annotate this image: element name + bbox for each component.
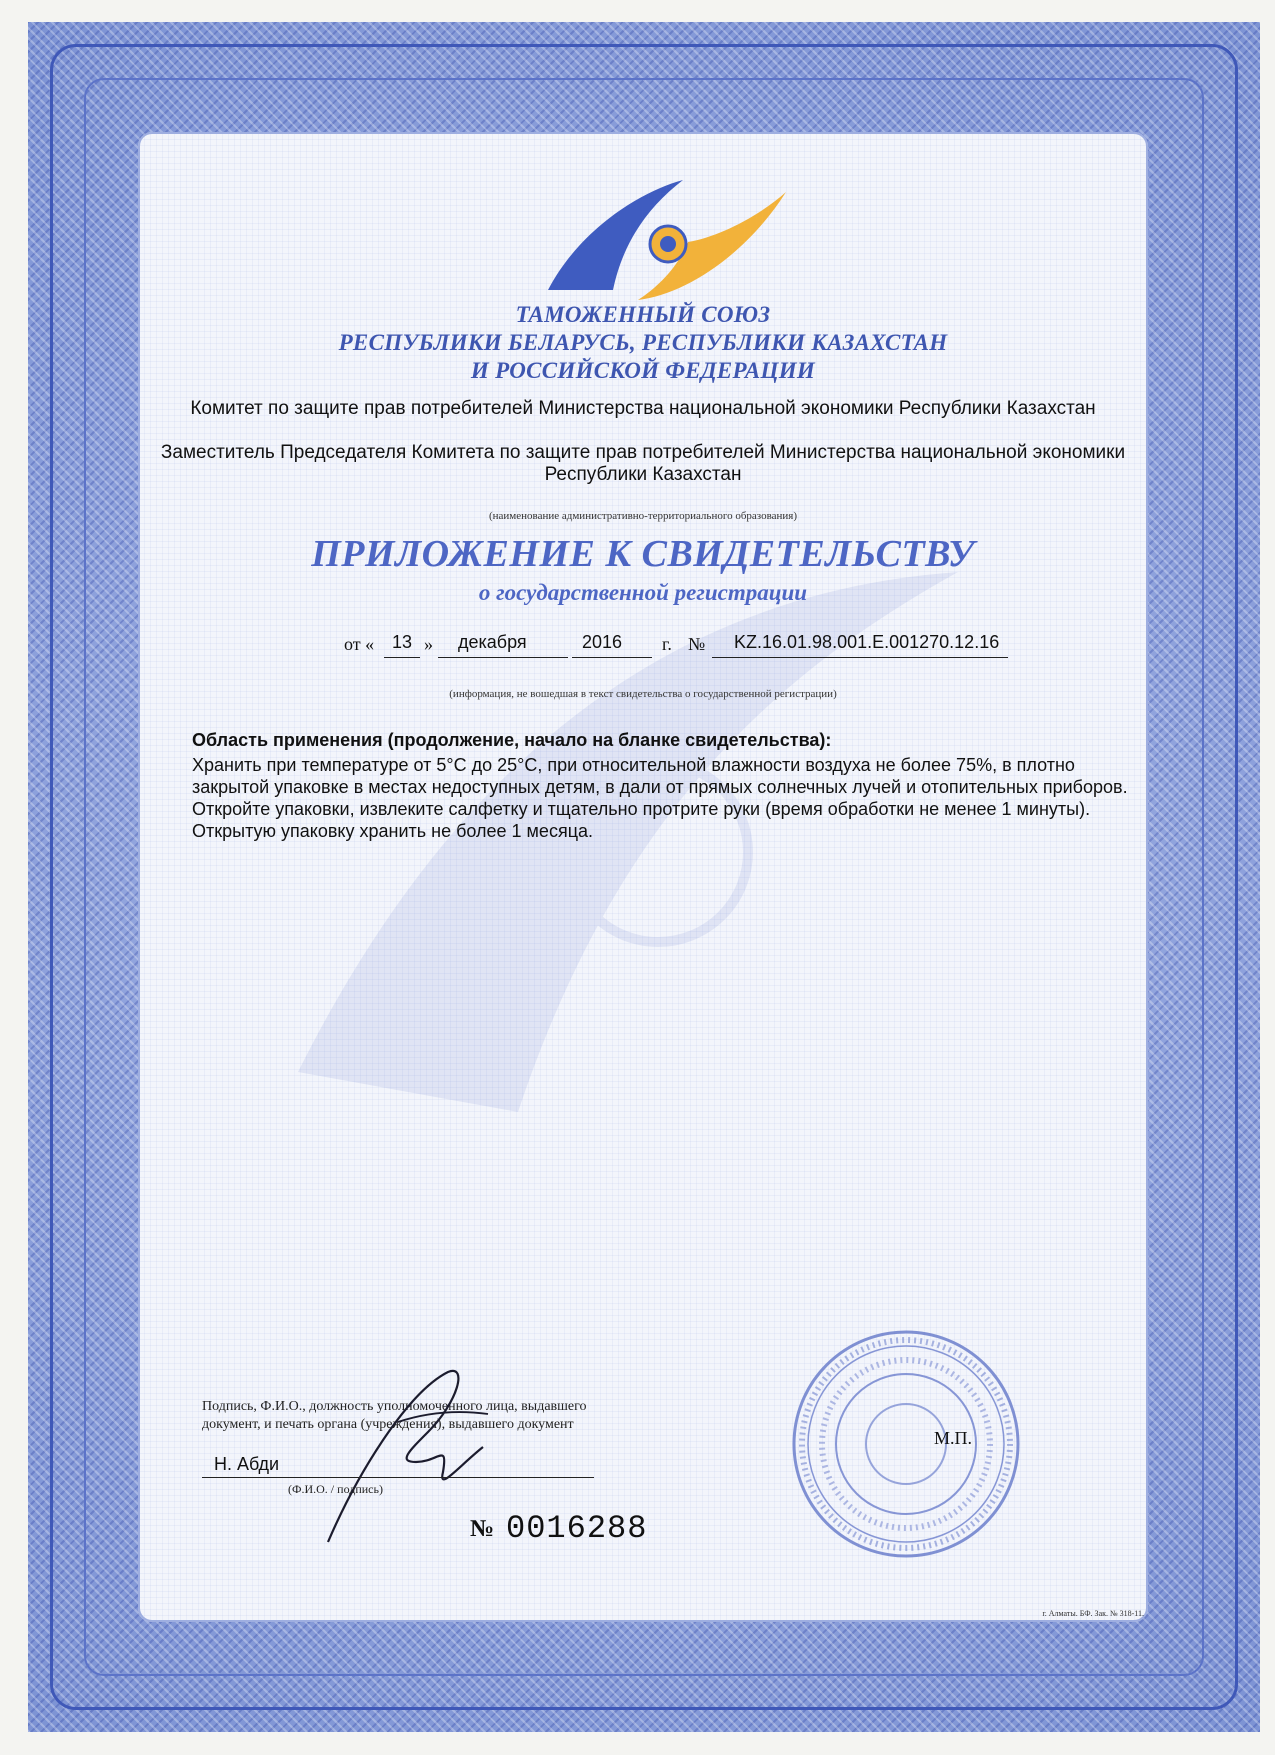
handwritten-signature [298,1352,498,1552]
date-year: 2016 [582,632,623,652]
signature-subcaption: (Ф.И.О. / подпись) [288,1482,383,1496]
union-title-line-2: РЕСПУБЛИКИ БЕЛАРУСЬ, РЕСПУБЛИКИ КАЗАХСТАН [338,330,948,355]
registration-date-row [138,632,1148,662]
official-seal [786,1324,1026,1564]
signature-line [202,1477,594,1478]
info-caption: (информация, не вошедшая в текст свидетельства о государственной регистрации) [449,688,837,700]
day-underline [384,657,420,658]
date-prefix: от « [344,634,375,654]
document-title: ПРИЛОЖЕНИЕ К СВИДЕТЕЛЬСТВУ [311,533,975,575]
blank-number: 0016288 [506,1510,648,1547]
document-subtitle: о государственной регистрации [478,580,808,605]
document-panel [138,132,1148,1622]
customs-union-logo [518,172,798,302]
number-underline [712,657,1008,658]
registration-number: KZ.16.01.98.001.E.001270.12.16 [734,632,1000,652]
date-year-suffix: г. [662,634,672,654]
printer-note: г. Алматы. БФ. Зак. № 318-11. [1042,1609,1144,1618]
signer-name: Н. Абди [214,1454,280,1474]
month-underline [438,657,568,658]
scope-text: Хранить при температуре от 5°С до 25°С, при относительной влажности воздуха не более 75%, в плотно закрытой упаковке в местах недоступных детям, в дали от прямых солнечных лучей и отопительных приборов. Откройте упаковки, извлеките салфетку и тщательно протрите руки (время обработки не менее 1 минуты). Открытую упаковку хранить не более 1 месяца. [192,755,1128,841]
number-sign: № [688,634,706,654]
date-close-quote: » [424,634,433,654]
date-month: декабря [458,632,527,652]
stamp-label: М.П. [934,1428,973,1448]
blank-number-sign: № [470,1516,495,1542]
year-underline [572,657,652,658]
union-title-line-1: ТАМОЖЕННЫЙ СОЮЗ [515,302,771,327]
issuer-deputy: Заместитель Председателя Комитета по защите прав потребителей Министерства национальной экономики Республики Казахстан [160,442,1126,485]
scope-heading: Область применения (продолжение, начало на бланке свидетельства): [192,730,832,750]
signature-caption: Подпись, Ф.И.О., должность уполномоченного лица, выдавшего документ, и печать органа (учреждения), выдавшего документ [202,1399,587,1432]
issuer-caption: (наименование административно-территориального образования) [488,510,798,522]
date-day: 13 [392,632,413,652]
certificate-sheet [28,22,1260,1732]
union-title-line-3: И РОССИЙСКОЙ ФЕДЕРАЦИИ [470,358,816,383]
issuer-committee: Комитет по защите прав потребителей Министерства национальной экономики Республики Казахстан [190,398,1096,419]
